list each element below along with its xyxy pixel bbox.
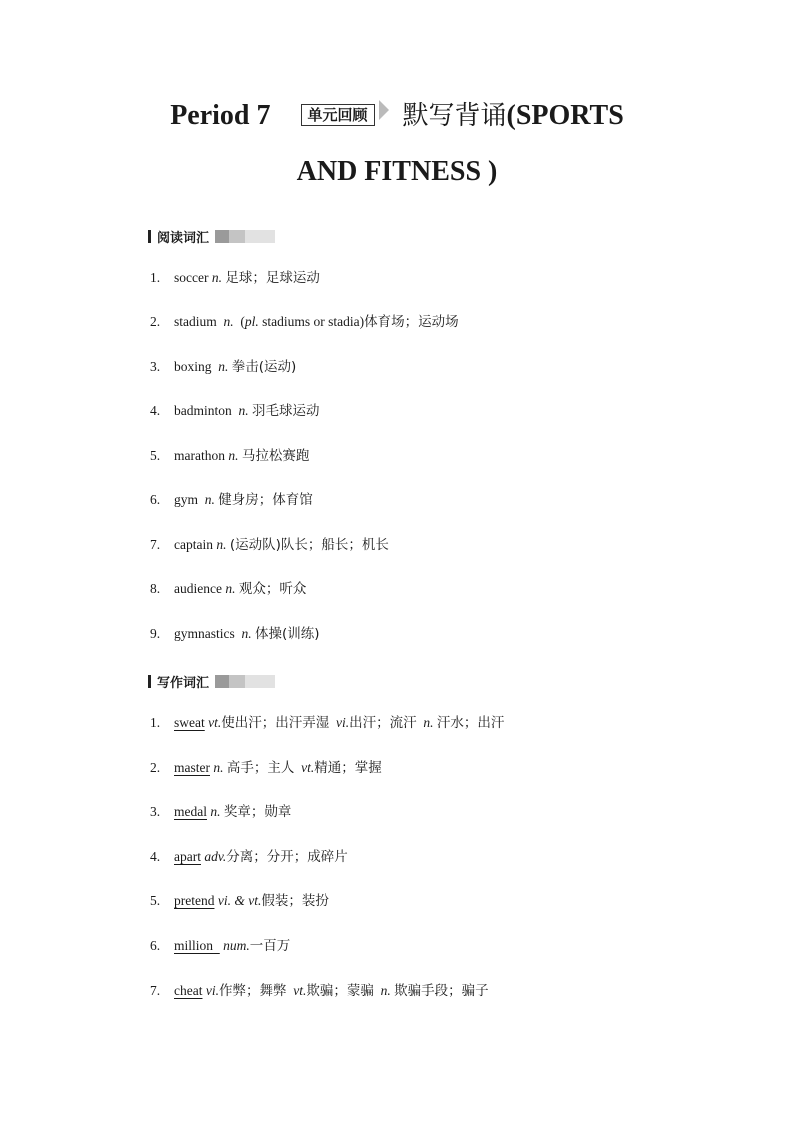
section-decoration bbox=[215, 230, 275, 243]
list-item: 5. pretend vi. & vt.假装；装扮 bbox=[150, 893, 329, 909]
section-bar-icon bbox=[148, 230, 151, 243]
list-item: 1. soccer n. 足球；足球运动 bbox=[150, 270, 320, 286]
period-label: Period 7 bbox=[170, 100, 271, 131]
list-item: 7. captain n. (运动队)队长；船长；机长 bbox=[150, 537, 389, 553]
section-decoration bbox=[215, 675, 275, 688]
title-chinese: 默写背诵 bbox=[402, 101, 507, 131]
list-item: 4. apart adv.分离；分开；成碎片 bbox=[150, 849, 348, 865]
list-item: 1. sweat vt.使出汗；出汗弄湿 vi.出汗；流汗 n. 汗水；出汗 bbox=[150, 715, 505, 731]
list-item: 6. million num.一百万 bbox=[150, 938, 291, 954]
list-item: 5. marathon n. 马拉松赛跑 bbox=[150, 448, 310, 464]
page-title bbox=[0, 96, 794, 136]
section-label: 阅读词汇 bbox=[157, 230, 210, 246]
list-item: 6. gym n. 健身房；体育馆 bbox=[150, 492, 313, 508]
title-line-2 bbox=[0, 152, 794, 192]
list-item: 7. cheat vi.作弊；舞弊 vt.欺骗；蒙骗 n. 欺骗手段；骗子 bbox=[150, 983, 489, 999]
list-item: 4. badminton n. 羽毛球运动 bbox=[150, 403, 320, 419]
title-english-part2: AND FITNESS ) bbox=[296, 156, 498, 187]
section-header-writing bbox=[148, 673, 275, 689]
list-item: 3. medal n. 奖章；勋章 bbox=[150, 804, 292, 820]
section-bar-icon bbox=[148, 675, 151, 688]
section-label: 写作词汇 bbox=[157, 675, 210, 691]
list-item: 9. gymnastics n. 体操(训练) bbox=[150, 626, 320, 642]
title-english-part1: (SPORTS bbox=[506, 100, 624, 131]
list-item: 8. audience n. 观众；听众 bbox=[150, 581, 307, 597]
section-header-reading bbox=[148, 228, 275, 244]
unit-review-tag: 单元回顾 bbox=[301, 104, 375, 126]
tag-arrow-icon bbox=[379, 100, 389, 120]
list-item: 3. boxing n. 拳击(运动) bbox=[150, 359, 297, 375]
list-item: 2. master n. 高手；主人 vt.精通；掌握 bbox=[150, 760, 382, 776]
list-item: 2. stadium n. (pl. stadiums or stadia)体育场；运动场 bbox=[150, 314, 459, 330]
